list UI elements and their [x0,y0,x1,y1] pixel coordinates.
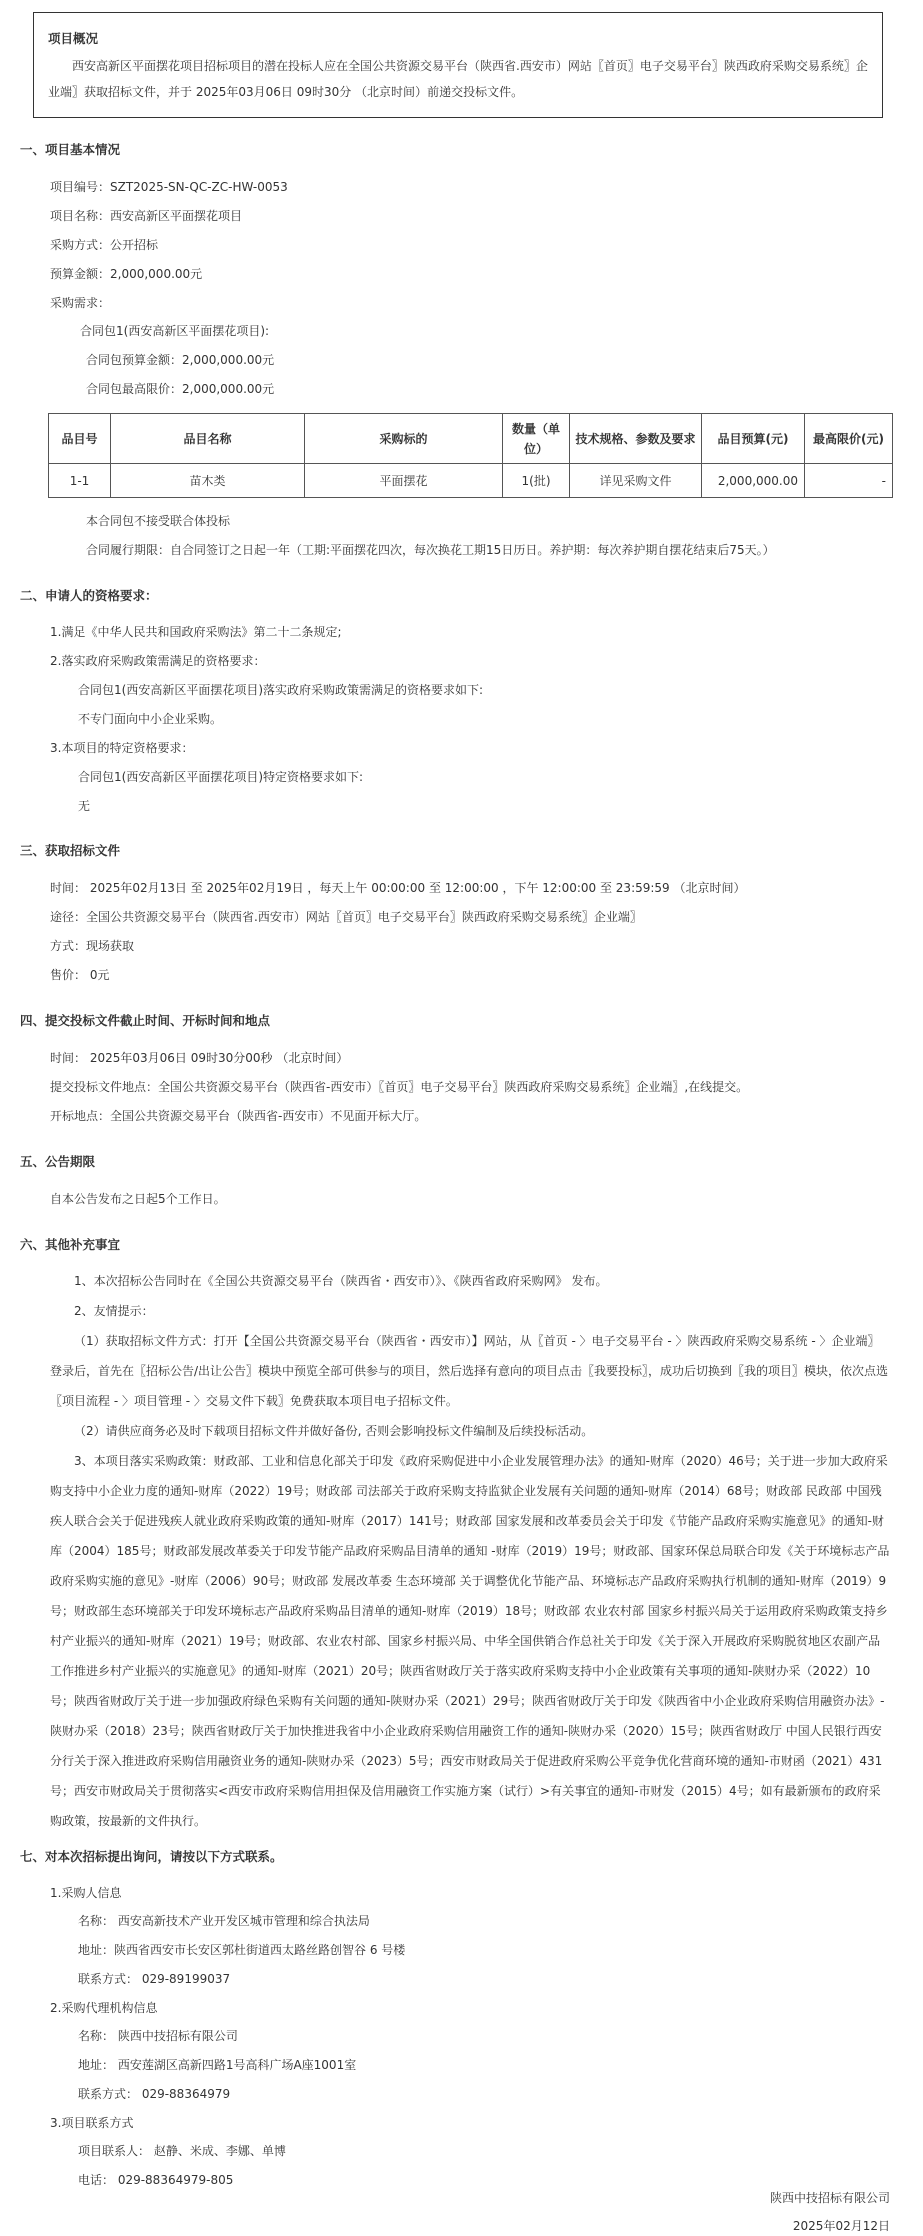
lot-title: 合同包1(西安高新区平面摆花项目): [80,324,270,338]
opening-location: 开标地点：全国公共资源交易平台（陕西省-西安市）不见面开标大厅。 [50,1109,427,1123]
purchaser-phone: 联系方式： 029-89199037 [78,1972,231,1986]
procurement-demand: 采购需求： [50,296,111,310]
project-number: 项目编号：SZT2025-SN-QC-ZC-HW-0053 [50,180,288,194]
section7-heading: 七、对本次招标提出询问，请按以下方式联系。 [20,1849,283,1864]
supplement-paragraph-4: （2）请供应商务必及时下载项目招标文件并做好备份, 否则会影响投标文件编制及后续投标活动。 [74,1424,594,1438]
overview-text: 西安高新区平面摆花项目招标项目的潜在投标人应在全国公共资源交易平台（陕西省.西安市）网站〖首页〗电子交易平台〗陕西政府采购交易系统〗企业端〗获取招标文件，并于 2025年03月06日 09时30分 （北京时间）前递交投标文件。 [48,59,868,99]
qualification-item-2-value: 不专门面向中小企业采购。 [78,712,223,726]
table-header-cell: 采购标的 [305,414,503,464]
table-cell: 苗木类 [111,464,305,498]
table-header-cell: 品目号 [49,414,111,464]
table-row [49,464,893,498]
items-table [48,413,893,498]
qualification-item-3: 3.本项目的特定资格要求： [50,741,194,755]
table-cell: - [805,464,893,498]
overview-title: 项目概况 [48,31,99,46]
section6-heading: 六、其他补充事宜 [20,1237,121,1252]
qualification-item-1: 1.满足《中华人民共和国政府采购法》第二十二条规定; [50,625,342,639]
obtain-time: 时间： 2025年02月13日 至 2025年02月19日 ，每天上午 00:00:00 至 12:00:00 ，下午 12:00:00 至 23:59:59 （北京时间） [50,881,746,895]
project-name: 项目名称：西安高新区平面摆花项目 [50,209,243,223]
supplement-paragraph-2: 2、友情提示： [74,1304,154,1318]
section4-heading: 四、提交投标文件截止时间、开标时间和地点 [20,1013,271,1028]
section3-heading: 三、获取招标文件 [20,843,121,858]
submit-location: 提交投标文件地点：全国公共资源交易平台（陕西省-西安市）〖首页〗电子交易平台〗陕西政府采购交易系统〗企业端〗,在线提交。 [50,1080,749,1094]
table-header-cell: 品目预算(元) [702,414,805,464]
project-overview-box [33,12,883,118]
contract-period: 合同履行期限：自合同签订之日起一年（工期:平面摆花四次，每次换花工期15日历日。养护期：每次养护期自摆花结束后75天。） [86,543,775,557]
lot-max-price: 合同包最高限价：2,000,000.00元 [86,382,275,396]
table-header-cell: 技术规格、参数及要求 [570,414,702,464]
agency-phone: 联系方式： 029-88364979 [78,2087,231,2101]
deadline-time: 时间： 2025年03月06日 09时30分00秒 （北京时间） [50,1051,349,1065]
table-header-cell: 最高限价(元) [805,414,893,464]
table-header-row [49,414,893,464]
table-cell: 2,000,000.00 [702,464,805,498]
supplement-paragraph-5: 3、本项目落实采购政策：财政部、工业和信息化部关于印发《政府采购促进中小企业发展管理办法》的通知-财库（2020）46号；关于进一步加大政府采购支持中小企业力度的通知-财库（2022）19号；财政部 司法部关于政府采购支持监狱企业发展有关问题的通知-财库（2014）68号；财政部 民政部 中国残疾人联合会关于促进残疾人就业政府采购政策的通知-财库（2017）141号；财政部 国家发展和改革委员会关于印发《节能产品政府采购实施意见》的通知-财库（2004）185号；财政部发展改革委关于印发节能产品政府采购品目清单的通知 -财库（2019）19号；财政部、国家环保总局联合印发《关于环境标志产品政府采购实施的意见》-财库（2006）90号；财政部 发展改革委 生态环境部 关于调整优化节能产品、环境标志产品政府采购执行机制的通知-财库（2019）9号；财政部生态环境部关于印发环境标志产品政府采购品目清单的通知-财库（2019）18号；财政部 农业农村部 国家乡村振兴局关于运用政府采购政策支持乡村产业振兴的通知-财库（2021）19号；财政部、农业农村部、国家乡村振兴局、中华全国供销合作总社关于印发《关于深入开展政府采购脱贫地区农副产品工作推进乡村产业振兴的实施意见》的通知-财库（2021）20号；陕西省财政厅关于落实政府采购支持中小企业政策有关事项的通知-陕财办采（2022）10号；陕西省财政厅关于进一步加强政府绿色采购有关问题的通知-陕财办采（2021）29号；陕西省财政厅关于印发《陕西省中小企业政府采购信用融资办法》-陕财办采（2018）23号；陕西省财政厅关于加快推进我省中小企业政府采购信用融资工作的通知-陕财办采（2020）15号；陕西省财政厅 中国人民银行西安分行关于深入推进政府采购信用融资业务的通知-陕财办采（2023）5号；西安市财政局关于促进政府采购公平竞争优化营商环境的通知-市财函（2021）431号；西安市财政局关于贯彻落实<西安市政府采购信用担保及信用融资工作实施方案（试行）>有关事宜的通知-市财发（2015）4号；如有最新颁布的政府采购政策，按最新的文件执行。 [50,1454,890,1828]
contact-phone: 电话： 029-88364979-805 [78,2173,234,2187]
table-cell: 1-1 [49,464,111,498]
obtain-price: 售价： 0元 [50,968,110,982]
procurement-method: 采购方式：公开招标 [50,238,159,252]
agency-address: 地址： 西安莲湖区高新四路1号高科广场A座1001室 [78,2058,357,2072]
lot-budget: 合同包预算金额：2,000,000.00元 [86,353,275,367]
obtain-way: 途径：全国公共资源交易平台（陕西省.西安市）网站〖首页〗电子交易平台〗陕西政府采购交易系统〗企业端〗 [50,910,642,924]
no-consortium-note: 本合同包不接受联合体投标 [86,514,231,528]
purchaser-address: 地址：陕西省西安市长安区郭杜街道西太路丝路创智谷 6 号楼 [78,1943,406,1957]
qualification-item-3-value: 无 [78,799,91,813]
qualification-item-2: 2.落实政府采购政策需满足的资格要求： [50,654,266,668]
table-cell: 平面摆花 [305,464,503,498]
obtain-mode: 方式：现场获取 [50,939,135,953]
table-cell: 详见采购文件 [570,464,702,498]
table-header-cell: 品目名称 [111,414,305,464]
qualification-item-2-lot: 合同包1(西安高新区平面摆花项目)落实政府采购政策需满足的资格要求如下: [78,683,484,697]
purchaser-title: 1.采购人信息 [50,1886,122,1900]
supplement-paragraph-3: （1）获取招标文件方式：打开【全国公共资源交易平台（陕西省・西安市）】网站，从〖首页 - 〉电子交易平台 - 〉陕西政府采购交易系统 - 〉企业端〗登录后，首先在〖招标公告/出让公告〗模块中预览全部可供参与的项目，然后选择有意向的项目点击〖我要投标〗，成功后切换到〖我的项目〗模块，依次点选〖项目流程 - 〉项目管理 - 〉交易文件下载〗免费获取本项目电子招标文件。 [50,1334,889,1408]
section5-heading: 五、公告期限 [20,1154,96,1169]
section1-heading: 一、项目基本情况 [20,142,121,157]
section2-heading: 二、申请人的资格要求： [20,588,158,603]
contact-title: 3.项目联系方式 [50,2116,134,2130]
notice-period: 自本公告发布之日起5个工作日。 [50,1192,226,1206]
agency-title: 2.采购代理机构信息 [50,2001,158,2015]
signature-date: 2025年02月12日 [792,2219,890,2233]
agency-name: 名称： 陕西中技招标有限公司 [78,2029,238,2043]
contact-person: 项目联系人： 赵静、米成、李娜、单博 [78,2144,286,2158]
qualification-item-3-lot: 合同包1(西安高新区平面摆花项目)特定资格要求如下: [78,770,364,784]
table-header-cell: 数量（单位） [503,414,570,464]
purchaser-name: 名称： 西安高新技术产业开发区城市管理和综合执法局 [78,1914,370,1928]
table-cell: 1(批) [503,464,570,498]
signature-company: 陕西中技招标有限公司 [769,2191,890,2205]
budget-amount: 预算金额：2,000,000.00元 [50,267,203,281]
supplement-paragraph-1: 1、本次招标公告同时在《全国公共资源交易平台（陕西省・西安市）》、《陕西省政府采购网》 发布。 [74,1274,608,1288]
